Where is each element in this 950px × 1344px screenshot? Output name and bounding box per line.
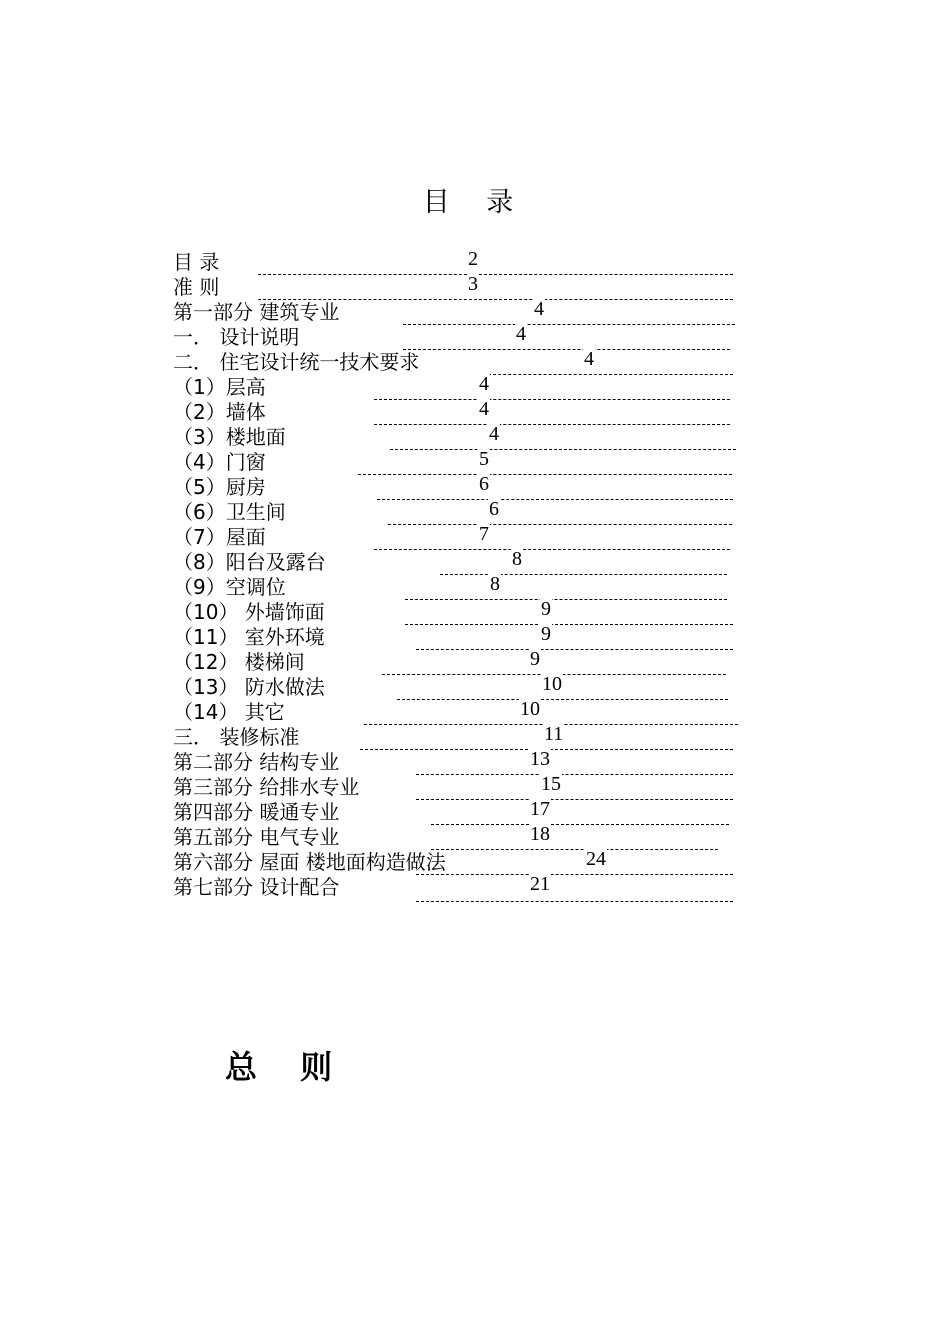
toc-entry-label: 第一部分 建筑专业: [173, 300, 340, 324]
toc-entry-label: 第三部分 给排水专业: [173, 775, 360, 799]
toc-entry[interactable]: [0, 575, 950, 601]
toc-entry-page: 10: [542, 673, 562, 695]
toc-entry[interactable]: [0, 850, 950, 876]
toc-entry-label: （2）墙体: [173, 400, 266, 424]
toc-entry[interactable]: [0, 650, 950, 676]
toc-entry[interactable]: [0, 625, 950, 651]
toc-entry-label: （5）厨房: [173, 475, 266, 499]
toc-entry-page: 17: [530, 798, 550, 820]
toc-entry[interactable]: [0, 325, 950, 351]
toc-entry[interactable]: [0, 500, 950, 526]
toc-entry-page: 9: [530, 648, 540, 670]
toc-entry-page: 4: [489, 423, 499, 445]
toc-entry-label: （13） 防水做法: [173, 675, 325, 699]
toc-entry-label: （14） 其它: [173, 700, 285, 724]
toc-entry-label: （3）楼地面: [173, 425, 286, 449]
toc-entry-label: 第六部分 屋面 楼地面构造做法: [173, 850, 446, 874]
toc-entry-label: 第二部分 结构专业: [173, 750, 340, 774]
toc-entry-page: 9: [541, 623, 551, 645]
toc-entry-page: 5: [479, 448, 489, 470]
toc-entry-page: 8: [512, 548, 522, 570]
toc-entry[interactable]: [0, 475, 950, 501]
toc-entry[interactable]: [0, 450, 950, 476]
toc-entry-page: 6: [489, 498, 499, 520]
toc-entry-page: 15: [541, 773, 561, 795]
toc-entry[interactable]: [0, 375, 950, 401]
toc-entry-label: （9）空调位: [173, 575, 286, 599]
toc-entry[interactable]: [0, 350, 950, 376]
toc-entry[interactable]: [0, 700, 950, 726]
page-title: 目 录: [422, 187, 528, 218]
toc-entry-label: 三． 装修标准: [173, 725, 300, 749]
toc-entry[interactable]: [0, 550, 950, 576]
toc-entry-page: 11: [544, 723, 564, 745]
toc-entry[interactable]: [0, 425, 950, 451]
toc-entry-label: （4）门窗: [173, 450, 266, 474]
toc-entry-page: 4: [584, 348, 594, 370]
toc-entry[interactable]: [0, 800, 950, 826]
toc-entry-label: 目 录: [173, 250, 220, 274]
toc-entry[interactable]: [0, 300, 950, 326]
toc-entry-page: 18: [530, 823, 550, 845]
toc-entry-label: （10） 外墙饰面: [173, 600, 325, 624]
section-heading: 总 则: [225, 1048, 349, 1086]
toc-entry-label: 第四部分 暖通专业: [173, 800, 340, 824]
toc-entry-label: （6）卫生间: [173, 500, 286, 524]
toc-entry-page: 8: [490, 573, 500, 595]
toc-entry-label: （7）屋面: [173, 525, 266, 549]
toc-entry-page: 4: [516, 323, 526, 345]
toc-leader-line: [416, 901, 733, 902]
toc-entry-page: 7: [479, 523, 489, 545]
toc-entry[interactable]: [0, 875, 950, 901]
toc-entry-page: 6: [479, 473, 489, 495]
toc-entry-page: 21: [530, 873, 550, 895]
toc-entry-label: （11） 室外环境: [173, 625, 325, 649]
toc-entry-label: 第五部分 电气专业: [173, 825, 340, 849]
toc-entry-label: （12） 楼梯间: [173, 650, 305, 674]
toc-entry[interactable]: [0, 675, 950, 701]
toc-entry-label: 准 则: [173, 275, 220, 299]
toc-entry[interactable]: [0, 525, 950, 551]
toc-entry[interactable]: [0, 275, 950, 301]
toc-entry[interactable]: [0, 400, 950, 426]
toc-entry-page: 4: [534, 298, 544, 320]
toc-entry[interactable]: [0, 775, 950, 801]
toc-entry-page: 9: [541, 598, 551, 620]
toc-entry[interactable]: [0, 750, 950, 776]
toc-entry-page: 4: [479, 398, 489, 420]
toc-entry[interactable]: [0, 825, 950, 851]
toc-entry-label: 一． 设计说明: [173, 325, 300, 349]
toc-entry-label: 二． 住宅设计统一技术要求: [173, 350, 420, 374]
toc-entry-label: 第七部分 设计配合: [173, 875, 340, 899]
toc-entry-page: 4: [479, 373, 489, 395]
toc-entry-page: 24: [586, 848, 606, 870]
toc-entry-label: （1）层高: [173, 375, 266, 399]
toc-entry-page: 2: [468, 248, 478, 270]
toc-entry-page: 13: [530, 748, 550, 770]
toc-entry-page: 10: [520, 698, 540, 720]
toc-entry[interactable]: [0, 725, 950, 751]
toc-entry-page: 3: [468, 273, 478, 295]
toc-entry[interactable]: [0, 600, 950, 626]
toc-entry-label: （8）阳台及露台: [173, 550, 326, 574]
